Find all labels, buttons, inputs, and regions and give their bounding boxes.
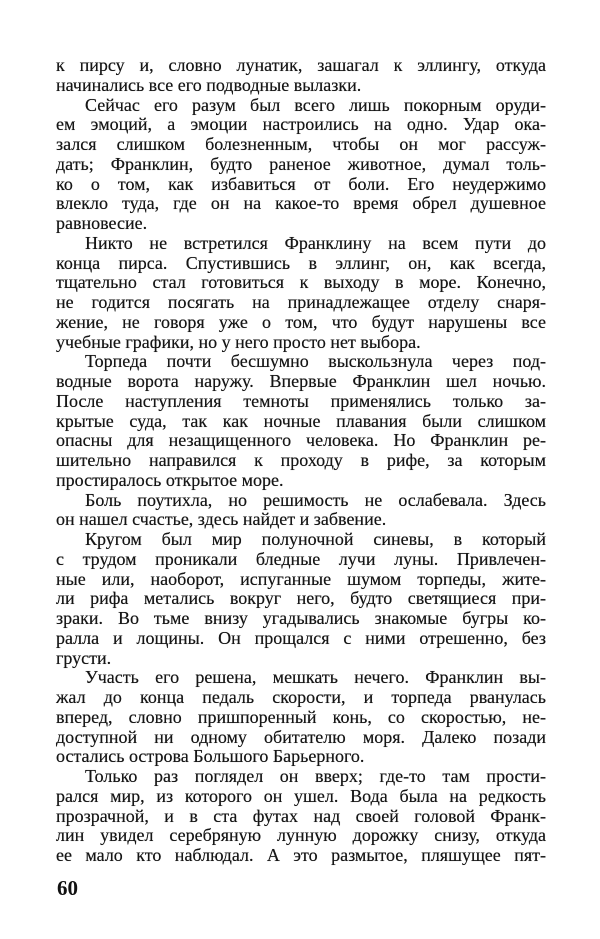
paragraph xyxy=(56,767,546,866)
text-line: Кругом был мир полуночной синевы, в который xyxy=(85,529,546,549)
text-line: рался мир, из которого он ушел. Вода была на редкость xyxy=(56,785,546,806)
paragraph xyxy=(56,668,546,767)
text-line: прозрачной, и в ста футах над своей головой Франк- xyxy=(56,805,546,826)
text-line: с трудом проникали бледные лучи луны. Привлечен- xyxy=(56,548,546,569)
page-number: 60 xyxy=(57,876,78,900)
text-line: крытые суда, так как ночные плавания были слишком xyxy=(56,410,546,431)
text-line: зался слишком болезненным, чтобы он мог рассуж- xyxy=(56,134,546,154)
text-line: конца пирса. Спустившись в эллинг, он, как всегда, xyxy=(56,252,546,273)
text-line: ные или, наоборот, испуганные шумом торпеды, жите- xyxy=(56,568,546,589)
text-line: Только раз поглядел он вверх; где-то там прости- xyxy=(85,766,546,786)
text-line: зраки. Во тьме внизу угадывались знакомые бугры ко- xyxy=(56,608,546,628)
text-line: ли рифа метались вокруг него, будто светящиеся при- xyxy=(56,588,546,609)
text-line: не годится посягать на принадлежащее отделу снаря- xyxy=(56,292,546,312)
text-line: вперед, словно пришпоренный конь, со скоростью, не- xyxy=(56,706,546,727)
text-line: Никто не встретился Франклину на всем пути до xyxy=(85,232,546,253)
text-line: доступной ни одному обитателю моря. Далеко позади xyxy=(56,726,546,747)
text-line: грусти. xyxy=(56,647,112,668)
text-line: Боль поутихла, но решимость не ослабевала. Здесь xyxy=(85,489,546,510)
text-line: Участь его решена, мешкать нечего. Франклин вы- xyxy=(85,667,546,688)
text-line: дать; Франклин, будто раненое животное, думал толь- xyxy=(56,153,546,174)
paragraph xyxy=(56,530,546,668)
text-line: опасны для незащищенного человека. Но Франклин ре- xyxy=(56,430,546,451)
text-line: учебные графики, но у него просто нет выбора. xyxy=(56,331,421,352)
text-line: равновесие. xyxy=(56,213,148,233)
book-page-body xyxy=(56,56,546,866)
text-line: После наступления темноты применялись только за- xyxy=(56,390,546,411)
text-line: Торпеда почти бесшумно выскользнула через под- xyxy=(85,351,546,372)
text-line: жал до конца педаль скорости, и торпеда рванулась xyxy=(56,687,546,707)
paragraph xyxy=(56,491,546,531)
text-line: он нашел счастье, здесь найдет и забвение. xyxy=(56,509,387,530)
text-line: шительно направился к проходу в рифе, за которым xyxy=(56,450,546,470)
text-line: ко о том, как избавиться от боли. Его неудержимо xyxy=(56,173,546,194)
text-line: ралла и лощины. Он прощался с ними отрешенно, без xyxy=(56,627,546,648)
text-line: остались острова Большого Барьерного. xyxy=(56,746,365,767)
paragraph xyxy=(56,352,546,490)
text-line: ем эмоций, а эмоции настроились на одно. Удар ока- xyxy=(56,114,546,135)
text-line: лин увидел серебряную лунную дорожку снизу, откуда xyxy=(56,825,546,846)
paragraph xyxy=(56,96,546,234)
text-line: Сейчас его разум был всего лишь покорным оруди- xyxy=(85,94,546,115)
paragraph xyxy=(56,234,546,353)
text-line: простиралось открытое море. xyxy=(56,469,284,490)
text-line: водные ворота наружу. Впервые Франклин шел ночью. xyxy=(56,371,546,391)
paragraph xyxy=(56,56,546,96)
text-line: тщательно стал готовиться к выходу в море. Конечно, xyxy=(56,272,546,293)
text-line: ее мало кто наблюдал. А это размытое, пляшущее пят- xyxy=(56,845,546,865)
text-line: влекло туда, где он на какое-то время обрел душевное xyxy=(56,193,546,214)
text-line: к пирсу и, словно лунатик, зашагал к эллингу, откуда xyxy=(56,55,546,75)
text-line: начинались все его подводные вылазки. xyxy=(56,74,362,95)
text-line: жение, не говоря уже о том, что будут нарушены все xyxy=(56,311,546,332)
